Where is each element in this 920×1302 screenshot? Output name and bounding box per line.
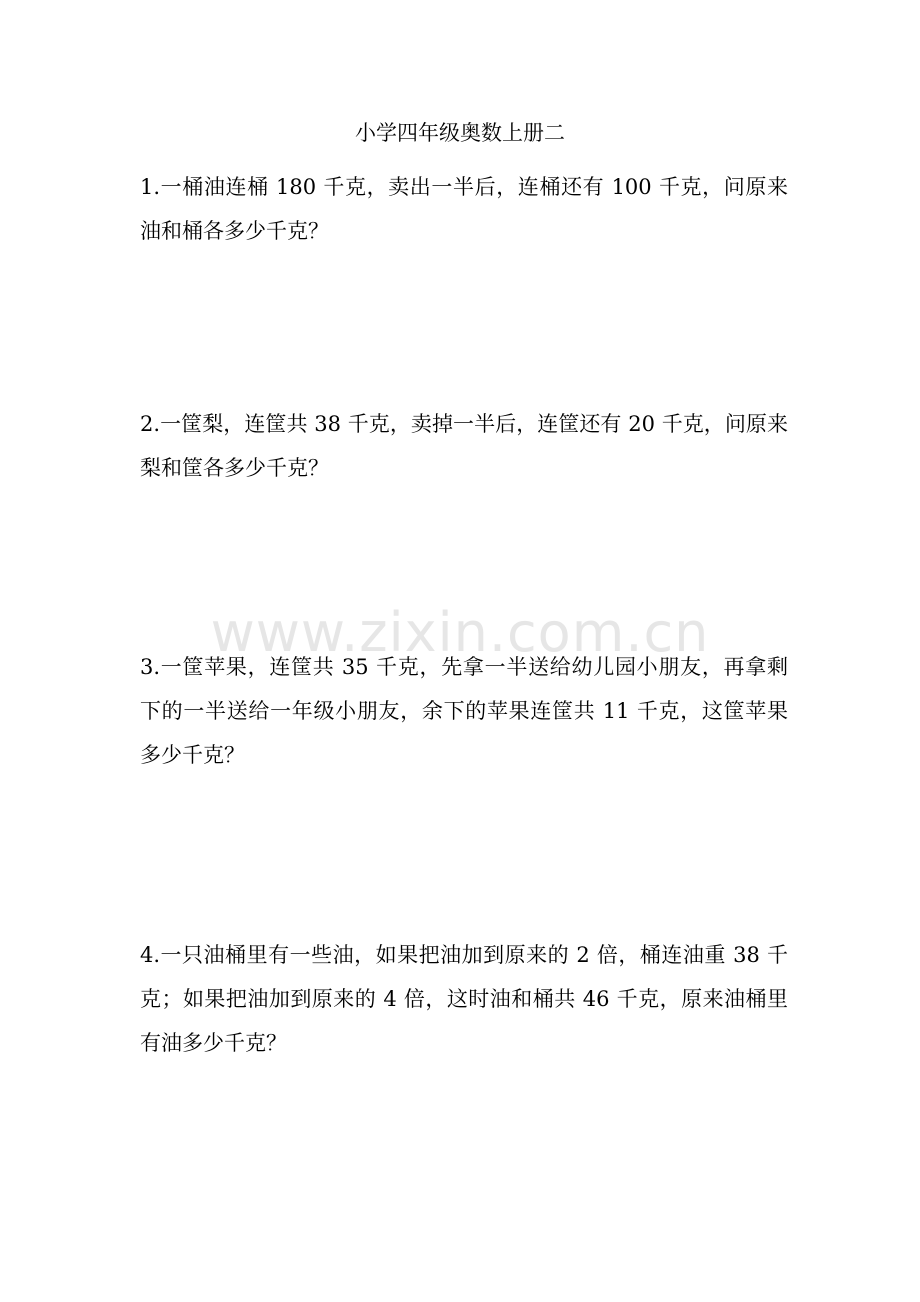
document-title: 小学四年级奥数上册二	[355, 121, 565, 145]
question-4: 4.一只油桶里有一些油，如果把油加到原来的 2 倍，桶连油重 38 千克；如果把油加到原来的 4 倍，这时油和桶共 46 千克，原来油桶里有油多少千克？	[140, 943, 788, 1055]
watermark: www.zixin.com.cn	[210, 601, 710, 664]
question-1: 1.一桶油连桶 180 千克，卖出一半后，连桶还有 100 千克，问原来油和桶各多少千克？	[140, 175, 788, 243]
question-2: 2.一筐梨，连筐共 38 千克，卖掉一半后，连筐还有 20 千克，问原来梨和筐各多少千克？	[140, 412, 788, 480]
question-3: 3.一筐苹果，连筐共 35 千克，先拿一半送给幼儿园小朋友，再拿剩下的一半送给一年级小朋友，余下的苹果连筐共 11 千克，这筐苹果多少千克？	[140, 655, 788, 767]
